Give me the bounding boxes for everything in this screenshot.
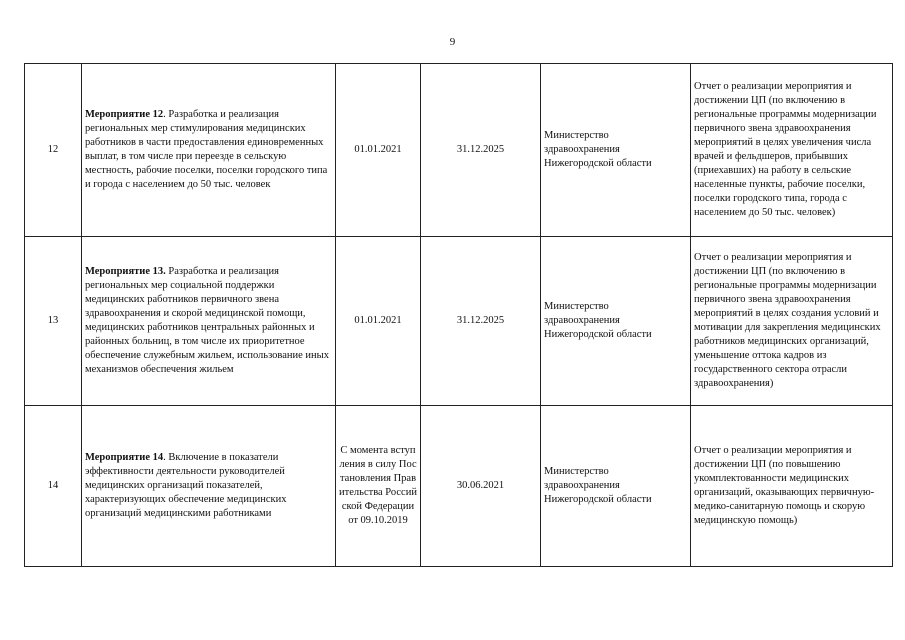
measure-cell <box>82 64 336 237</box>
result-description: Отчет о реализации мероприятия и достижении ЦП (по повышению укомплектованности медицинских организаций, оказывающих первичную-медико-санитарную помощь и скорую медицинскую помощь) <box>691 406 893 567</box>
measures-table <box>24 63 893 567</box>
measure-title: Мероприятие 12 <box>85 109 164 120</box>
start-date: 01.01.2021 <box>336 64 421 237</box>
responsible-org: Министерство здравоохранения Нижегородской области <box>541 237 691 406</box>
table-row <box>25 406 893 567</box>
row-number: 12 <box>25 64 82 237</box>
table-row <box>25 64 893 237</box>
table-row <box>25 237 893 406</box>
result-description: Отчет о реализации мероприятия и достижении ЦП (по включению в региональные программы модернизации первичного звена здравоохранения мероприятий в целях увеличения числа врачей и фельдшеров, прибывших (приехавших) на работу в сельские населенные пункты, рабочие поселки, поселки городского типа, города с населением до 50 тыс. человек) <box>691 64 893 237</box>
page-number: 9 <box>449 36 456 48</box>
measure-cell <box>82 237 336 406</box>
measure-text: . Разработка и реализация региональных мер стимулирования медицинских работников в части предоставления единовременных выплат, в том числе при переезде в сельскую местность, рабочие поселки, поселки городского типа и города с населением до 50 тыс. человек <box>85 109 328 190</box>
measure-text: Разработка и реализация региональных мер социальной поддержки медицинских работников первичного звена здравоохранения и скорой медицинской помощи, медицинских работников центральных районных и районных больниц, в том числе их приоритетное обеспечение служебным жильем, использование иных механизмов обеспечения жильем <box>85 266 329 375</box>
row-number: 13 <box>25 237 82 406</box>
measure-cell <box>82 406 336 567</box>
start-date: 01.01.2021 <box>336 237 421 406</box>
row-number: 14 <box>25 406 82 567</box>
responsible-org: Министерство здравоохранения Нижегородской области <box>541 406 691 567</box>
measure-title: Мероприятие 13. <box>85 266 166 277</box>
end-date: 30.06.2021 <box>421 406 541 567</box>
measure-text: . Включение в показатели эффективности деятельности руководителей медицинских организаций показателей, характеризующих обеспечение медицинских организаций медицинскими работниками <box>85 452 287 519</box>
result-description: Отчет о реализации мероприятия и достижении ЦП (по включению в региональные программы модернизации первичного звена здравоохранения мероприятий в целях создания условий и мотивации для закрепления медицинских работников медицинских организаций, уменьшение оттока кадров из государственного сектора отрасли здравоохранения) <box>691 237 893 406</box>
measure-title: Мероприятие 14 <box>85 452 164 463</box>
end-date: 31.12.2025 <box>421 64 541 237</box>
responsible-org: Министерство здравоохранения Нижегородской области <box>541 64 691 237</box>
end-date: 31.12.2025 <box>421 237 541 406</box>
start-condition: С момента вступления в силу Постановления Правительства Российской Федерации от 09.10.2019 <box>336 406 421 567</box>
